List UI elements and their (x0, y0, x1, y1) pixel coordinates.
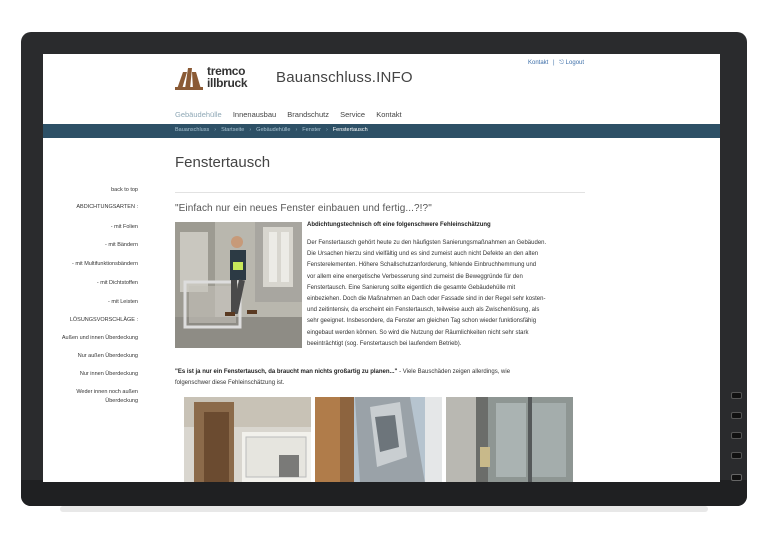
sidebar-item-dichtstoffen[interactable]: - mit Dichtstoffen (96, 280, 138, 286)
logo-wordmark (207, 65, 247, 89)
site-title: Bauanschluss.INFO (276, 69, 413, 86)
page-title: Fenstertausch (175, 154, 271, 171)
article-line: beeinträchtigt (sog. Fenstertausch bei laufendem Betrieb). (307, 340, 462, 347)
site-logo[interactable] (175, 64, 259, 92)
contact-link[interactable]: Kontakt (528, 60, 549, 66)
sidebar-heading-abdichtungsarten: ABDICHTUNGSARTEN : (76, 204, 138, 210)
breadcrumb-separator-icon: › (325, 127, 328, 133)
breadcrumb-separator-icon: › (214, 127, 217, 133)
article-line: und zeitintensiv, da erscheint ein Fenstertausch, teilweise auch als Zwischenlösung, als (307, 307, 540, 314)
sidebar-item-nur-aussen[interactable]: Nur außen Überdeckung (77, 353, 138, 359)
article-body (307, 238, 587, 350)
sidebar-item-nur-innen[interactable]: Nur innen Überdeckung (79, 371, 138, 377)
sidebar-item-baendern[interactable]: - mit Bändern (104, 242, 138, 248)
sidebar-back-to-top[interactable]: back to top (111, 187, 138, 193)
main-nav (175, 110, 411, 122)
divider (175, 192, 585, 193)
sidebar-item-weder-line2[interactable]: Überdeckung (105, 398, 138, 404)
article-line: sehr geeignet. Insbesondere, da Fenster am gleichen Tag schon wieder funktionsfähig (307, 318, 537, 325)
nav-kontakt[interactable]: Kontakt (376, 110, 402, 119)
sidebar-item-leisten[interactable]: - mit Leisten (108, 299, 138, 305)
window-joint-photo[interactable] (446, 397, 573, 482)
logo-line1: tremco (207, 64, 246, 78)
nav-innenausbau[interactable]: Innenausbau (232, 110, 277, 119)
nav-brandschutz[interactable]: Brandschutz (287, 110, 329, 119)
monitor-button[interactable] (731, 452, 742, 459)
power-button[interactable] (731, 474, 742, 481)
monitor-button[interactable] (731, 412, 742, 419)
nav-gebaeudehuelle[interactable]: Gebäudehülle (175, 110, 222, 119)
quote-line2: folgenschwer diese Fehleinschätzung ist. (175, 380, 285, 387)
breadcrumb-current: Fenstertausch (332, 127, 368, 133)
sidebar-item-multifunktionsbaendern[interactable]: - mit Multifunktionsbändern (71, 261, 138, 267)
monitor-shadow (60, 506, 708, 512)
tremco-illbruck-logo-icon (175, 66, 203, 90)
logo-line2: illbruck (207, 76, 248, 90)
quote-rest: - Viele Bauschäden zeigen allerdings, wie (397, 369, 511, 375)
breadcrumb (175, 127, 368, 133)
sidebar-heading-loesungsvorschlaege: LÖSUNGSVORSCHLÄGE : (69, 317, 138, 323)
breadcrumb-item[interactable]: Bauanschluss (175, 127, 210, 133)
browser-screen (43, 54, 720, 482)
article-line: vor allem eine energetische Verbesserung sind zumeist die Beweggründe für den (307, 273, 523, 280)
article-heading: Abdichtungstechnisch oft eine folgenschwere Fehleinschätzung (307, 222, 491, 228)
damaged-frame-photo[interactable] (315, 397, 442, 482)
article-line: Fensterelementen. Höhere Schallschutzanforderung, fehlende Einbruchhemmung und (307, 262, 537, 269)
breadcrumb-separator-icon: › (295, 127, 298, 133)
article-line: Die Ursachen hierzu sind vielfältig und es sind zumeist auch nicht Defekte an den alten (307, 251, 539, 258)
breadcrumb-separator-icon: › (249, 127, 252, 133)
util-separator: | (553, 60, 555, 66)
breadcrumb-item[interactable]: Startseite (221, 127, 245, 133)
breadcrumb-bar (43, 124, 720, 138)
quote-bold: "Es ist ja nur ein Fenstertausch, da braucht man nichts großartig zu planen..." (175, 369, 398, 375)
sidebar-item-folien[interactable]: - mit Folien (110, 224, 138, 230)
breadcrumb-item[interactable]: Gebäudehülle (256, 127, 291, 133)
monitor-button[interactable] (731, 392, 742, 399)
nav-service[interactable]: Service (340, 110, 366, 119)
article-subtitle: "Einfach nur ein neues Fenster einbauen und fertig...?!?" (175, 203, 432, 214)
worker-carrying-window-photo (175, 222, 302, 348)
utility-links (528, 60, 587, 67)
article-line: Der Fenstertausch gehört heute zu den häufigsten Sanierungsmaßnahmen an Gebäuden. (307, 240, 547, 246)
breadcrumb-item[interactable]: Fenster (302, 127, 321, 133)
monitor-bottom-bezel (21, 480, 747, 506)
article-line: eingebaut werden können. So wird die Nutzung der Räumlichkeiten nicht sehr stark (307, 329, 529, 336)
damaged-window-photo[interactable] (184, 397, 311, 482)
quote-paragraph (175, 367, 585, 389)
sidebar-item-aussen-innen[interactable]: Außen und innen Überdeckung (61, 335, 138, 341)
article-line: Fenstertausch. Eine Sanierung sollte eigentlich die gesamte Gebäudehülle mit (307, 284, 516, 291)
monitor-button[interactable] (731, 432, 742, 439)
logout-link[interactable]: ⎋ Logout (559, 60, 585, 66)
site-header (43, 54, 720, 107)
article-line: einbeziehen. Doch die Maßnahmen an Dach oder Fassade sind in der Regel sehr kosten- (307, 296, 546, 303)
sidebar-item-weder[interactable]: Weder innen noch außen (76, 389, 138, 395)
